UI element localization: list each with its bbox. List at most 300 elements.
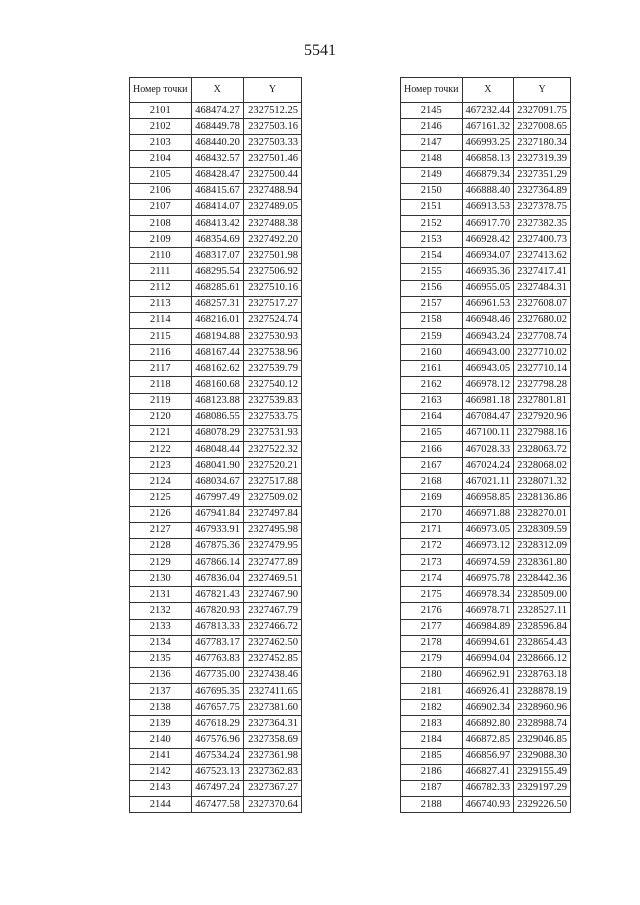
x-coordinate-cell: 466827.41 [462,764,514,780]
y-coordinate-cell: 2327539.79 [243,361,301,377]
point-number-cell: 2127 [130,522,192,538]
y-coordinate-cell: 2328654.43 [514,635,571,651]
table-row [130,393,302,409]
x-coordinate-cell: 466973.12 [462,538,514,554]
table-row [401,441,571,457]
x-coordinate-cell: 466917.70 [462,215,514,231]
y-coordinate-cell: 2327517.27 [243,296,301,312]
table-row [401,764,571,780]
point-number-cell: 2153 [401,232,463,248]
point-number-cell: 2113 [130,296,192,312]
table-row [130,538,302,554]
table-row [401,635,571,651]
y-coordinate-cell: 2329226.50 [514,797,571,813]
x-coordinate-cell: 467783.17 [191,635,243,651]
point-number-cell: 2163 [401,393,463,409]
point-number-cell: 2128 [130,538,192,554]
table-row [401,183,571,199]
point-number-cell: 2126 [130,506,192,522]
header-x: X [462,78,514,103]
table-row [401,684,571,700]
y-coordinate-cell: 2327364.31 [243,716,301,732]
table-row [401,506,571,522]
y-coordinate-cell: 2327503.33 [243,135,301,151]
point-number-cell: 2136 [130,667,192,683]
y-coordinate-cell: 2327520.21 [243,458,301,474]
table-row [401,119,571,135]
table-row [401,700,571,716]
x-coordinate-cell: 468415.67 [191,183,243,199]
point-number-cell: 2120 [130,409,192,425]
y-coordinate-cell: 2328509.00 [514,587,571,603]
y-coordinate-cell: 2327361.98 [243,748,301,764]
x-coordinate-cell: 467933.91 [191,522,243,538]
point-number-cell: 2170 [401,506,463,522]
point-number-cell: 2109 [130,232,192,248]
point-number-cell: 2122 [130,441,192,457]
table-row [130,345,302,361]
table-row [130,296,302,312]
point-number-cell: 2106 [130,183,192,199]
y-coordinate-cell: 2327798.28 [514,377,571,393]
x-coordinate-cell: 467866.14 [191,554,243,570]
x-coordinate-cell: 467021.11 [462,474,514,490]
point-number-cell: 2121 [130,425,192,441]
y-coordinate-cell: 2327466.72 [243,619,301,635]
y-coordinate-cell: 2327710.02 [514,345,571,361]
table-row [401,280,571,296]
table-row [401,425,571,441]
y-coordinate-cell: 2327467.79 [243,603,301,619]
point-number-cell: 2134 [130,635,192,651]
x-coordinate-cell: 468216.01 [191,312,243,328]
x-coordinate-cell: 468285.61 [191,280,243,296]
point-number-cell: 2146 [401,119,463,135]
table-row [130,587,302,603]
x-coordinate-cell: 468449.78 [191,119,243,135]
x-coordinate-cell: 466962.91 [462,667,514,683]
table-row [130,522,302,538]
point-number-cell: 2111 [130,264,192,280]
x-coordinate-cell: 466934.07 [462,248,514,264]
point-number-cell: 2130 [130,571,192,587]
table-header-row [130,78,302,103]
point-number-cell: 2131 [130,587,192,603]
x-coordinate-cell: 466974.59 [462,554,514,570]
table-row [130,151,302,167]
point-number-cell: 2179 [401,651,463,667]
y-coordinate-cell: 2327988.16 [514,425,571,441]
table-row [130,199,302,215]
table-row [130,458,302,474]
x-coordinate-cell: 466978.34 [462,587,514,603]
x-coordinate-cell: 466978.71 [462,603,514,619]
y-coordinate-cell: 2327510.16 [243,280,301,296]
x-coordinate-cell: 466958.85 [462,490,514,506]
x-coordinate-cell: 467836.04 [191,571,243,587]
x-coordinate-cell: 468086.55 [191,409,243,425]
x-coordinate-cell: 466984.89 [462,619,514,635]
point-number-cell: 2173 [401,554,463,570]
x-coordinate-cell: 468295.54 [191,264,243,280]
y-coordinate-cell: 2329197.29 [514,780,571,796]
x-coordinate-cell: 468257.31 [191,296,243,312]
y-coordinate-cell: 2327180.34 [514,135,571,151]
x-coordinate-cell: 467523.13 [191,764,243,780]
point-number-cell: 2168 [401,474,463,490]
y-coordinate-cell: 2327708.74 [514,328,571,344]
table-row [130,506,302,522]
x-coordinate-cell: 467534.24 [191,748,243,764]
table-row [130,312,302,328]
y-coordinate-cell: 2328312.09 [514,538,571,554]
point-number-cell: 2184 [401,732,463,748]
point-number-cell: 2186 [401,764,463,780]
y-coordinate-cell: 2328527.11 [514,603,571,619]
table-row [130,264,302,280]
x-coordinate-cell: 468034.67 [191,474,243,490]
x-coordinate-cell: 466740.93 [462,797,514,813]
x-coordinate-cell: 467735.00 [191,667,243,683]
table-row [401,167,571,183]
point-number-cell: 2158 [401,312,463,328]
table-row [130,490,302,506]
x-coordinate-cell: 467084.47 [462,409,514,425]
x-coordinate-cell: 466948.46 [462,312,514,328]
point-number-cell: 2156 [401,280,463,296]
table-row [401,490,571,506]
x-coordinate-cell: 468194.88 [191,328,243,344]
table-row [401,248,571,264]
y-coordinate-cell: 2327517.88 [243,474,301,490]
table-row [130,619,302,635]
x-coordinate-cell: 466975.78 [462,571,514,587]
point-number-cell: 2172 [401,538,463,554]
x-coordinate-cell: 468428.47 [191,167,243,183]
y-coordinate-cell: 2327091.75 [514,103,571,119]
point-number-cell: 2181 [401,684,463,700]
table-row [401,345,571,361]
y-coordinate-cell: 2327501.98 [243,248,301,264]
table-row [130,280,302,296]
x-coordinate-cell: 466782.33 [462,780,514,796]
x-coordinate-cell: 468413.42 [191,215,243,231]
table-row [130,103,302,119]
y-coordinate-cell: 2328309.59 [514,522,571,538]
table-row [130,441,302,457]
x-coordinate-cell: 467161.32 [462,119,514,135]
x-coordinate-cell: 468162.62 [191,361,243,377]
table-row [401,651,571,667]
y-coordinate-cell: 2328361.80 [514,554,571,570]
x-coordinate-cell: 468160.68 [191,377,243,393]
y-coordinate-cell: 2327479.95 [243,538,301,554]
y-coordinate-cell: 2327920.96 [514,409,571,425]
table-row [401,522,571,538]
x-coordinate-cell: 467497.24 [191,780,243,796]
table-row [130,732,302,748]
table-row [130,748,302,764]
x-coordinate-cell: 466858.13 [462,151,514,167]
x-coordinate-cell: 466978.12 [462,377,514,393]
table-row [401,312,571,328]
coordinates-table-right [400,77,571,813]
page-number: 5541 [304,42,336,59]
point-number-cell: 2108 [130,215,192,231]
y-coordinate-cell: 2327512.25 [243,103,301,119]
x-coordinate-cell: 468414.07 [191,199,243,215]
table-row [401,797,571,813]
point-number-cell: 2149 [401,167,463,183]
y-coordinate-cell: 2328596.84 [514,619,571,635]
y-coordinate-cell: 2327469.51 [243,571,301,587]
x-coordinate-cell: 468048.44 [191,441,243,457]
table-row [401,328,571,344]
y-coordinate-cell: 2328960.96 [514,700,571,716]
y-coordinate-cell: 2328068.02 [514,458,571,474]
y-coordinate-cell: 2327367.27 [243,780,301,796]
y-coordinate-cell: 2327438.46 [243,667,301,683]
y-coordinate-cell: 2327488.38 [243,215,301,231]
point-number-cell: 2175 [401,587,463,603]
point-number-cell: 2176 [401,603,463,619]
y-coordinate-cell: 2327533.75 [243,409,301,425]
point-number-cell: 2182 [401,700,463,716]
point-number-cell: 2129 [130,554,192,570]
y-coordinate-cell: 2327524.74 [243,312,301,328]
table-row [130,667,302,683]
table-row [130,409,302,425]
table-row [130,328,302,344]
y-coordinate-cell: 2327417.41 [514,264,571,280]
y-coordinate-cell: 2327500.44 [243,167,301,183]
y-coordinate-cell: 2327477.89 [243,554,301,570]
table-row [130,684,302,700]
x-coordinate-cell: 466981.18 [462,393,514,409]
point-number-cell: 2132 [130,603,192,619]
table-row [130,780,302,796]
x-coordinate-cell: 468317.07 [191,248,243,264]
x-coordinate-cell: 466928.42 [462,232,514,248]
x-coordinate-cell: 468354.69 [191,232,243,248]
y-coordinate-cell: 2327522.32 [243,441,301,457]
x-coordinate-cell: 466961.53 [462,296,514,312]
point-number-cell: 2114 [130,312,192,328]
table-row [130,700,302,716]
point-number-cell: 2144 [130,797,192,813]
y-coordinate-cell: 2327531.93 [243,425,301,441]
y-coordinate-cell: 2327801.81 [514,393,571,409]
y-coordinate-cell: 2327492.20 [243,232,301,248]
y-coordinate-cell: 2327319.39 [514,151,571,167]
y-coordinate-cell: 2327351.29 [514,167,571,183]
point-number-cell: 2107 [130,199,192,215]
point-number-cell: 2123 [130,458,192,474]
table-row [130,135,302,151]
table-row [401,474,571,490]
point-number-cell: 2124 [130,474,192,490]
point-number-cell: 2137 [130,684,192,700]
table-row [130,361,302,377]
x-coordinate-cell: 468167.44 [191,345,243,361]
table-row [130,232,302,248]
point-number-cell: 2177 [401,619,463,635]
x-coordinate-cell: 466994.04 [462,651,514,667]
point-number-cell: 2118 [130,377,192,393]
table-row [130,554,302,570]
x-coordinate-cell: 467100.11 [462,425,514,441]
x-coordinate-cell: 468440.20 [191,135,243,151]
y-coordinate-cell: 2327462.50 [243,635,301,651]
x-coordinate-cell: 467232.44 [462,103,514,119]
table-row [130,764,302,780]
header-point-number: Номер точки [130,78,192,103]
point-number-cell: 2143 [130,780,192,796]
y-coordinate-cell: 2327710.14 [514,361,571,377]
table-row [401,151,571,167]
point-number-cell: 2162 [401,377,463,393]
y-coordinate-cell: 2327364.89 [514,183,571,199]
point-number-cell: 2180 [401,667,463,683]
x-coordinate-cell: 466902.34 [462,700,514,716]
table-row [401,377,571,393]
x-coordinate-cell: 468078.29 [191,425,243,441]
point-number-cell: 2110 [130,248,192,264]
point-number-cell: 2103 [130,135,192,151]
point-number-cell: 2139 [130,716,192,732]
x-coordinate-cell: 467657.75 [191,700,243,716]
y-coordinate-cell: 2328666.12 [514,651,571,667]
table-row [401,732,571,748]
header-point-number: Номер точки [401,78,463,103]
point-number-cell: 2161 [401,361,463,377]
x-coordinate-cell: 467477.58 [191,797,243,813]
x-coordinate-cell: 466872.85 [462,732,514,748]
y-coordinate-cell: 2327488.94 [243,183,301,199]
table-row [401,199,571,215]
table-row [130,635,302,651]
table-row [130,215,302,231]
y-coordinate-cell: 2327501.46 [243,151,301,167]
x-coordinate-cell: 466993.25 [462,135,514,151]
x-coordinate-cell: 466913.53 [462,199,514,215]
header-x: X [191,78,243,103]
point-number-cell: 2164 [401,409,463,425]
y-coordinate-cell: 2327506.92 [243,264,301,280]
point-number-cell: 2151 [401,199,463,215]
table-row [401,232,571,248]
x-coordinate-cell: 466879.34 [462,167,514,183]
table-row [130,248,302,264]
x-coordinate-cell: 467763.83 [191,651,243,667]
x-coordinate-cell: 467875.36 [191,538,243,554]
point-number-cell: 2183 [401,716,463,732]
x-coordinate-cell: 466994.61 [462,635,514,651]
x-coordinate-cell: 467028.33 [462,441,514,457]
point-number-cell: 2141 [130,748,192,764]
point-number-cell: 2166 [401,441,463,457]
point-number-cell: 2125 [130,490,192,506]
table-row [130,651,302,667]
coordinates-table-left [129,77,302,813]
x-coordinate-cell: 467576.96 [191,732,243,748]
point-number-cell: 2105 [130,167,192,183]
x-coordinate-cell: 467997.49 [191,490,243,506]
point-number-cell: 2119 [130,393,192,409]
point-number-cell: 2154 [401,248,463,264]
y-coordinate-cell: 2328442.36 [514,571,571,587]
y-coordinate-cell: 2327497.84 [243,506,301,522]
y-coordinate-cell: 2327467.90 [243,587,301,603]
table-row [130,571,302,587]
x-coordinate-cell: 466971.88 [462,506,514,522]
y-coordinate-cell: 2327680.02 [514,312,571,328]
y-coordinate-cell: 2327509.02 [243,490,301,506]
y-coordinate-cell: 2327008.65 [514,119,571,135]
y-coordinate-cell: 2327484.31 [514,280,571,296]
table-row [401,296,571,312]
y-coordinate-cell: 2328071.32 [514,474,571,490]
table-row [401,571,571,587]
x-coordinate-cell: 467941.84 [191,506,243,522]
x-coordinate-cell: 467695.35 [191,684,243,700]
y-coordinate-cell: 2327358.69 [243,732,301,748]
y-coordinate-cell: 2327362.83 [243,764,301,780]
point-number-cell: 2165 [401,425,463,441]
point-number-cell: 2171 [401,522,463,538]
point-number-cell: 2157 [401,296,463,312]
y-coordinate-cell: 2327538.96 [243,345,301,361]
point-number-cell: 2112 [130,280,192,296]
x-coordinate-cell: 466856.97 [462,748,514,764]
point-number-cell: 2187 [401,780,463,796]
table-row [130,425,302,441]
y-coordinate-cell: 2328063.72 [514,441,571,457]
table-row [401,667,571,683]
x-coordinate-cell: 466973.05 [462,522,514,538]
point-number-cell: 2135 [130,651,192,667]
point-number-cell: 2178 [401,635,463,651]
y-coordinate-cell: 2327413.62 [514,248,571,264]
x-coordinate-cell: 466943.00 [462,345,514,361]
header-y: Y [514,78,571,103]
y-coordinate-cell: 2327489.05 [243,199,301,215]
y-coordinate-cell: 2327382.35 [514,215,571,231]
y-coordinate-cell: 2327608.07 [514,296,571,312]
point-number-cell: 2104 [130,151,192,167]
table-row [401,361,571,377]
point-number-cell: 2147 [401,135,463,151]
x-coordinate-cell: 467813.33 [191,619,243,635]
point-number-cell: 2169 [401,490,463,506]
table-row [130,474,302,490]
table-row [130,716,302,732]
x-coordinate-cell: 466892.80 [462,716,514,732]
point-number-cell: 2115 [130,328,192,344]
point-number-cell: 2150 [401,183,463,199]
y-coordinate-cell: 2328988.74 [514,716,571,732]
table-row [130,167,302,183]
table-row [401,780,571,796]
y-coordinate-cell: 2327539.83 [243,393,301,409]
y-coordinate-cell: 2329088.30 [514,748,571,764]
point-number-cell: 2160 [401,345,463,361]
table-row [130,797,302,813]
x-coordinate-cell: 467618.29 [191,716,243,732]
point-number-cell: 2116 [130,345,192,361]
point-number-cell: 2155 [401,264,463,280]
y-coordinate-cell: 2328136.86 [514,490,571,506]
